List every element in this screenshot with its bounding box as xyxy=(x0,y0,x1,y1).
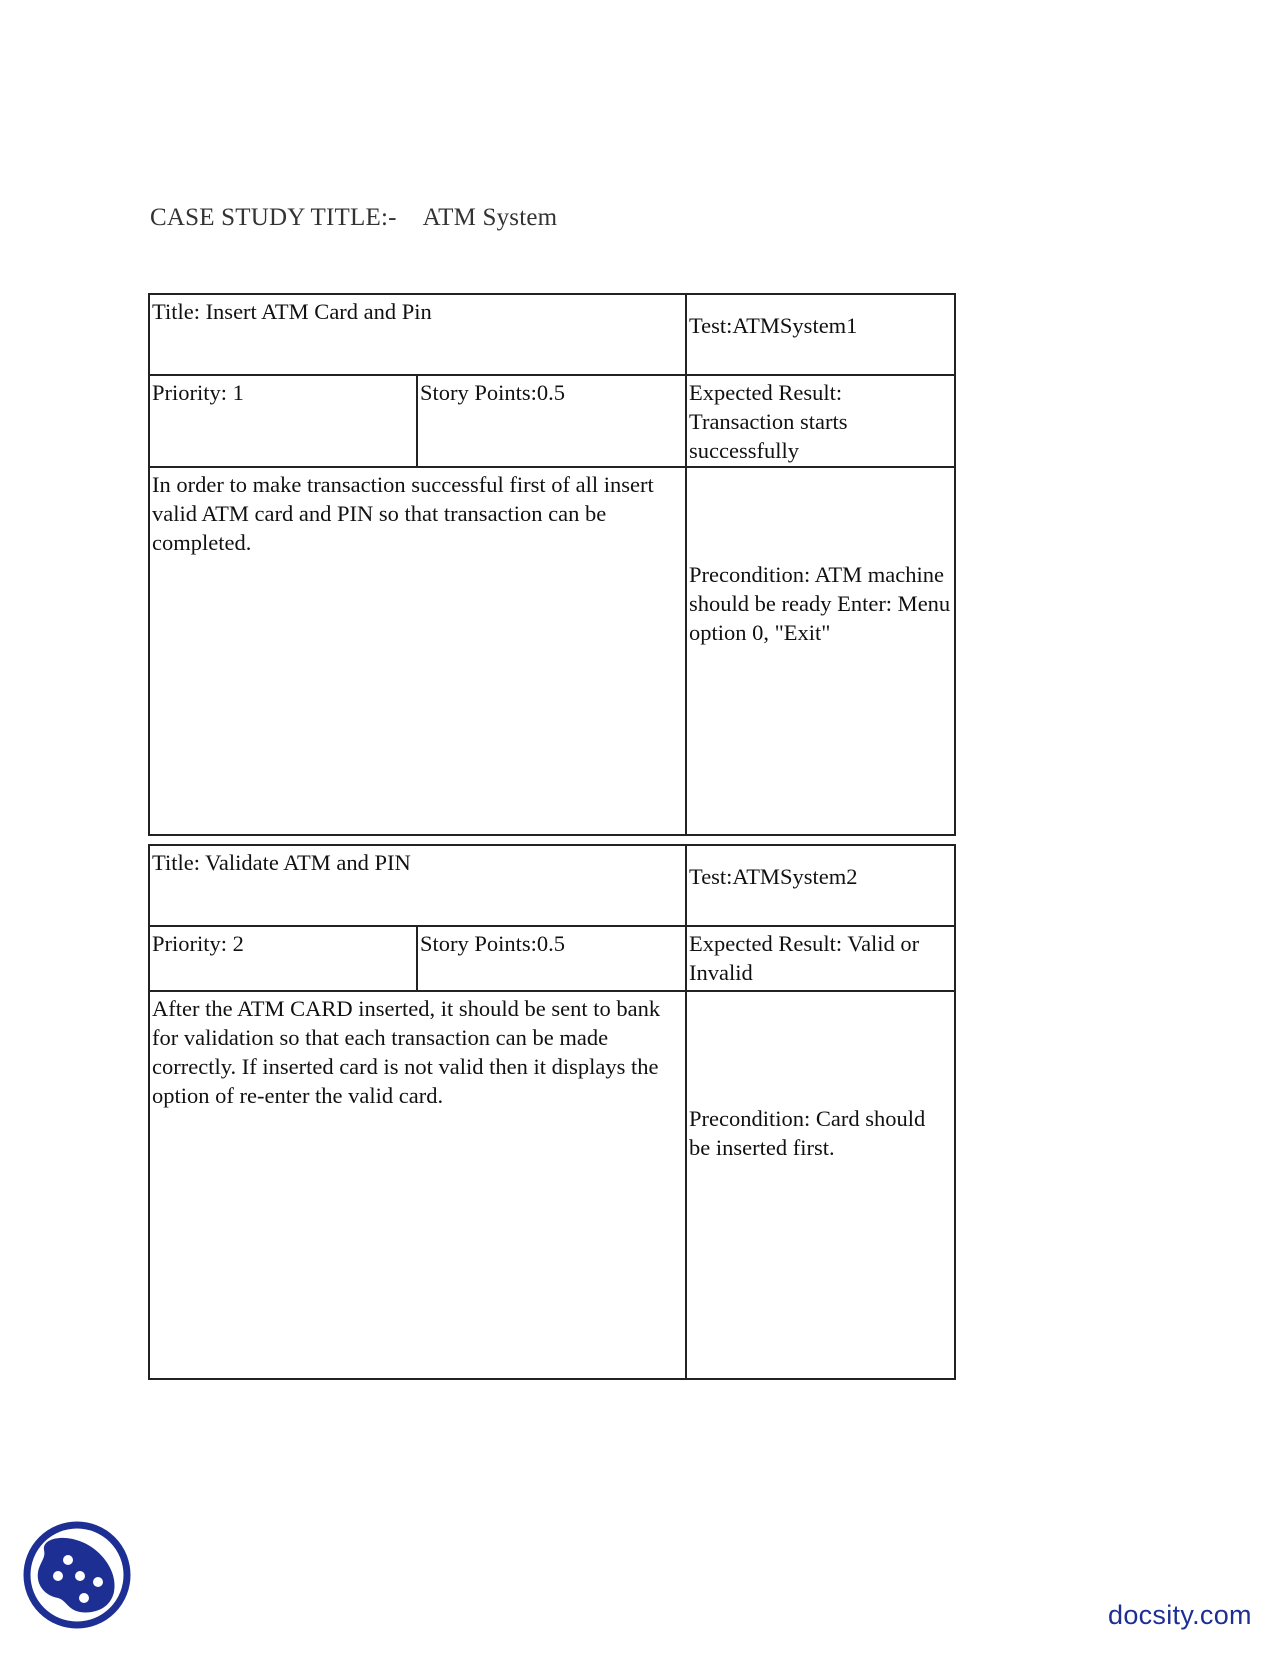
test-case-story-points: Story Points:0.5 xyxy=(417,926,686,991)
test-case-id: Test:ATMSystem2 xyxy=(686,845,955,926)
test-case-description: After the ATM CARD inserted, it should be sent to bank for validation so that each transaction can be made correctly. If inserted card is not valid then it displays the option of re-enter the valid card. xyxy=(149,991,686,1379)
case-study-title xyxy=(150,204,557,232)
test-case-title: Title: Insert ATM Card and Pin xyxy=(149,294,686,375)
docsity-logo-icon[interactable] xyxy=(22,1520,132,1630)
test-case-table-1 xyxy=(148,293,956,836)
test-case-table-2 xyxy=(148,844,956,1380)
case-study-name: ATM System xyxy=(422,204,558,231)
brand-link[interactable]: docsity.com xyxy=(1108,1600,1252,1630)
test-case-precondition: Precondition: ATM machine should be ready Enter: Menu option 0, "Exit" xyxy=(686,467,955,835)
test-case-story-points: Story Points:0.5 xyxy=(417,375,686,467)
test-case-id: Test:ATMSystem1 xyxy=(686,294,955,375)
test-case-expected-result: Expected Result: Valid or Invalid xyxy=(686,926,955,991)
test-case-title: Title: Validate ATM and PIN xyxy=(149,845,686,926)
test-case-description: In order to make transaction successful first of all insert valid ATM card and PIN so that transaction can be completed. xyxy=(149,467,686,835)
test-case-priority: Priority: 1 xyxy=(149,375,417,467)
test-case-expected-result: Expected Result: Transaction starts successfully xyxy=(686,375,955,467)
test-case-priority: Priority: 2 xyxy=(149,926,417,991)
test-case-precondition: Precondition: Card should be inserted first. xyxy=(686,991,955,1379)
case-study-label: CASE STUDY TITLE:- xyxy=(150,204,397,231)
